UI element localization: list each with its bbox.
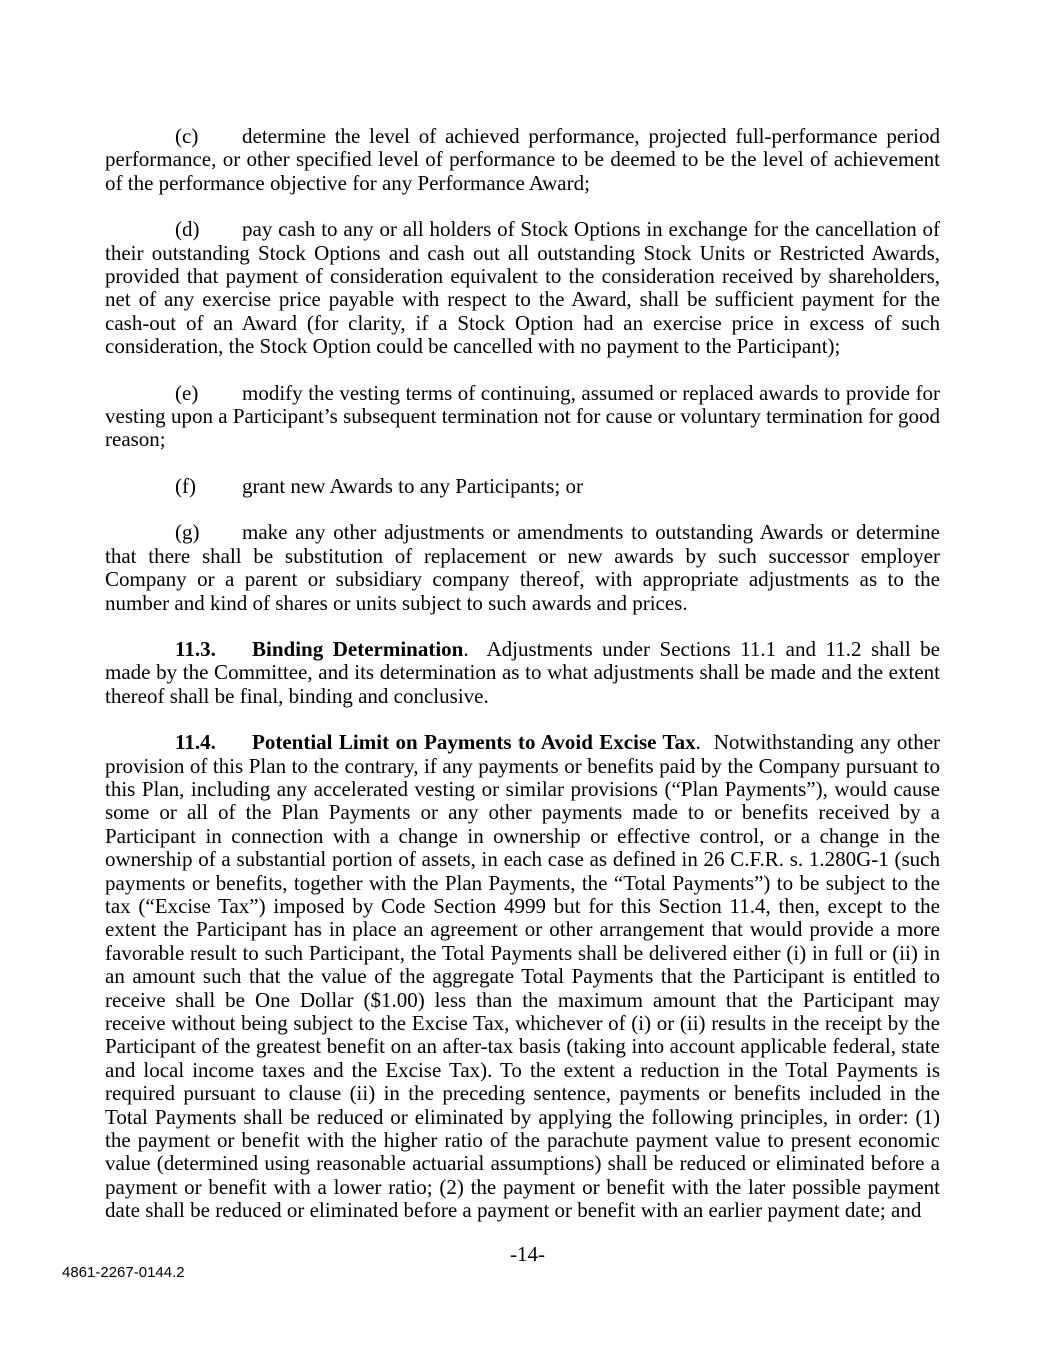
section-11-3-text: Adjustments under Sections 11.1 and 11.2 shall be made by the Committee, and its determination as to what adjustments shall be made and the extent thereof shall be final, binding and conclusive. bbox=[105, 636, 940, 708]
list-item-g-text: make any other adjustments or amendments to outstanding Awards or determine that there shall be substitution of replacement or new awards by such successor employer Company or a parent or subsidiary company thereof, with appropriate adjustments as to the number and kind of shares or units subject to such awards and prices. bbox=[105, 520, 940, 615]
list-item-c bbox=[105, 125, 940, 195]
list-item-f-text: grant new Awards to any Participants; or bbox=[242, 473, 583, 498]
page-number: -14- bbox=[510, 1242, 545, 1266]
section-11-3-heading: Binding Determination bbox=[252, 636, 464, 661]
list-item-d bbox=[105, 218, 940, 358]
section-11-3 bbox=[105, 638, 940, 708]
list-item-f bbox=[105, 475, 940, 498]
section-11-4-text: Notwithstanding any other provision of this Plan to the contrary, if any payments or benefits paid by the Company pursuant to this Plan, including any accelerated vesting or similar provisions (“Plan Payments”), would cause some or all of the Plan Payments or any other payments made to or benefits received by a Participant in connection with a change in ownership or effective control, or a change in the ownership of a substantial portion of assets, in each case as defined in 26 C.F.R. s. 1.280G-1 (such payments or benefits, together with the Plan Payments, the “Total Payments”) to be subject to the tax (“Excise Tax”) imposed by Code Section 4999 but for this Section 11.4, then, except to the extent the Participant has in place an agreement or other arrangement that would provide a more favorable result to such Participant, the Total Payments shall be delivered either (i) in full or (ii) in an amount such that the value of the aggregate Total Payments that the Participant is entitled to receive shall be One Dollar ($1.00) less than the maximum amount that the Participant may receive without being subject to the Excise Tax, whichever of (i) or (ii) results in the receipt by the Participant of the greatest benefit on an after-tax basis (taking into account applicable federal, state and local income taxes and the Excise Tax). To the extent a reduction in the Total Payments is required pursuant to clause (ii) in the preceding sentence, payments or benefits included in the Total Payments shall be reduced or eliminated by applying the following principles, in order: (1) the payment or benefit with the higher ratio of the parachute payment value to present economic value (determined using reasonable actuarial assumptions) shall be reduced or eliminated before a payment or benefit with a lower ratio; (2) the payment or benefit with the later possible payment date shall be reduced or eliminated before a payment or benefit with an earlier payment date; and bbox=[105, 730, 941, 1223]
list-item-e bbox=[105, 382, 940, 452]
section-11-4-number: 11.4. bbox=[175, 730, 216, 755]
list-item-g-marker: (g) bbox=[175, 520, 200, 545]
list-item-e-marker: (e) bbox=[175, 380, 199, 405]
list-item-d-text: pay cash to any or all holders of Stock Options in exchange for the cancellation of their outstanding Stock Options and cash out all outstanding Stock Units or Restricted Awards, provided that payment of consideration equivalent to the consideration received by shareholders, net of any exercise price payable with respect to the Award, shall be sufficient payment for the cash-out of an Award (for clarity, if a Stock Option had an exercise price in excess of such consideration, the Stock Option could be cancelled with no payment to the Participant); bbox=[105, 217, 940, 359]
list-item-g bbox=[105, 521, 940, 615]
document-body bbox=[105, 125, 940, 1246]
section-11-3-number: 11.3. bbox=[175, 636, 216, 661]
list-item-c-text: determine the level of achieved performance, projected full-performance period performance, or other specified level of performance to be deemed to be the level of achievement of the performance objective for any Performance Award; bbox=[105, 124, 940, 195]
list-item-c-marker: (c) bbox=[175, 124, 199, 148]
section-11-4 bbox=[105, 731, 940, 1223]
list-item-e-text: modify the vesting terms of continuing, assumed or replaced awards to provide for vesting upon a Participant’s subsequent termination not for cause or voluntary termination for good reason; bbox=[105, 380, 940, 452]
section-11-4-separator: . bbox=[695, 730, 714, 755]
list-item-f-marker: (f) bbox=[175, 473, 196, 498]
document-id-footer: 4861-2267-0144.2 bbox=[62, 1264, 185, 1281]
section-11-3-separator: . bbox=[463, 636, 487, 661]
list-item-d-marker: (d) bbox=[175, 217, 200, 242]
section-11-4-heading: Potential Limit on Payments to Avoid Excise Tax bbox=[252, 730, 696, 755]
